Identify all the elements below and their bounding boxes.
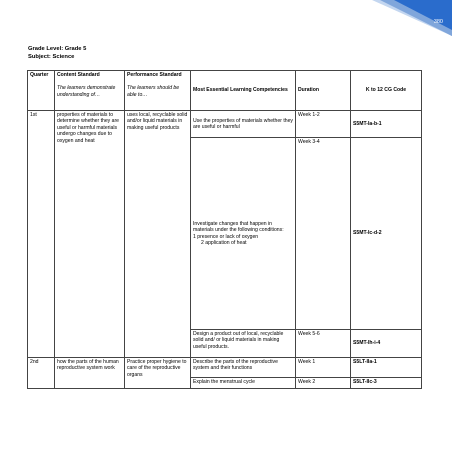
document-header (28, 45, 86, 61)
code-cell: S5MT-Ic-d-2 (351, 138, 422, 330)
table-header-row (28, 71, 422, 111)
grade-level: Grade Level: Grade 5 (28, 46, 87, 52)
competency-cell: Investigate changes that happen in materials under the following conditions: 1 presence or lack of oxygen 2 application of heat (191, 138, 296, 330)
header-performance-standard: Performance Standard The learners should be able to… (125, 71, 191, 111)
code-cell: S5LT-IIa-1 (351, 358, 422, 378)
competency-cell: Use the properties of materials whether they are useful or harmful (191, 111, 296, 138)
performance-standard-cell: Practice proper hygiene to care of the reproductive organs (125, 358, 191, 389)
content-standard-sub: The learners demonstrate understanding of… (57, 85, 116, 98)
performance-standard-cell: uses local, recyclable solid and/or liquid materials in making useful products (125, 111, 191, 358)
corner-ribbon (372, 0, 452, 36)
duration-cell: Week 3-4 (296, 138, 351, 330)
content-standard-cell: how the parts of the human reproductive system work (55, 358, 125, 389)
competency-cell: Explain the menstrual cycle (191, 378, 296, 389)
duration-cell: Week 1 (296, 358, 351, 378)
performance-standard-sub: The learners should be able to… (127, 85, 180, 98)
header-code: K to 12 CG Code (351, 71, 422, 111)
duration-cell: Week 1-2 (296, 111, 351, 138)
code-cell: S5MT-Ih-i-4 (351, 330, 422, 358)
competency-cell: Describe the parts of the reproductive system and their functions (191, 358, 296, 378)
subject: Subject: Science (28, 54, 75, 60)
code-cell: S5MT-Ia-b-1 (351, 111, 422, 138)
curriculum-table (27, 70, 422, 389)
competency-cell: Design a product out of local, recyclable solid and/ or liquid materials in making useful products. (191, 330, 296, 358)
header-content-standard: Content Standard The learners demonstrate understanding of… (55, 71, 125, 111)
header-competencies: Most Essential Learning Competencies (191, 71, 296, 111)
code-cell: S5LT-IIc-3 (351, 378, 422, 389)
header-duration: Duration (296, 71, 351, 111)
content-standard-cell: properties of materials to determine whether they are useful or harmful materials undergo changes due to oxygen and heat (55, 111, 125, 358)
table-row (28, 358, 422, 378)
corner-ribbon-graphic (372, 0, 452, 36)
quarter-cell: 2nd (28, 358, 55, 389)
page-number: 380 (433, 19, 443, 25)
quarter-cell: 1st (28, 111, 55, 358)
header-quarter: Quarter (28, 71, 55, 111)
duration-cell: Week 2 (296, 378, 351, 389)
duration-cell: Week 5-6 (296, 330, 351, 358)
table-row (28, 111, 422, 138)
